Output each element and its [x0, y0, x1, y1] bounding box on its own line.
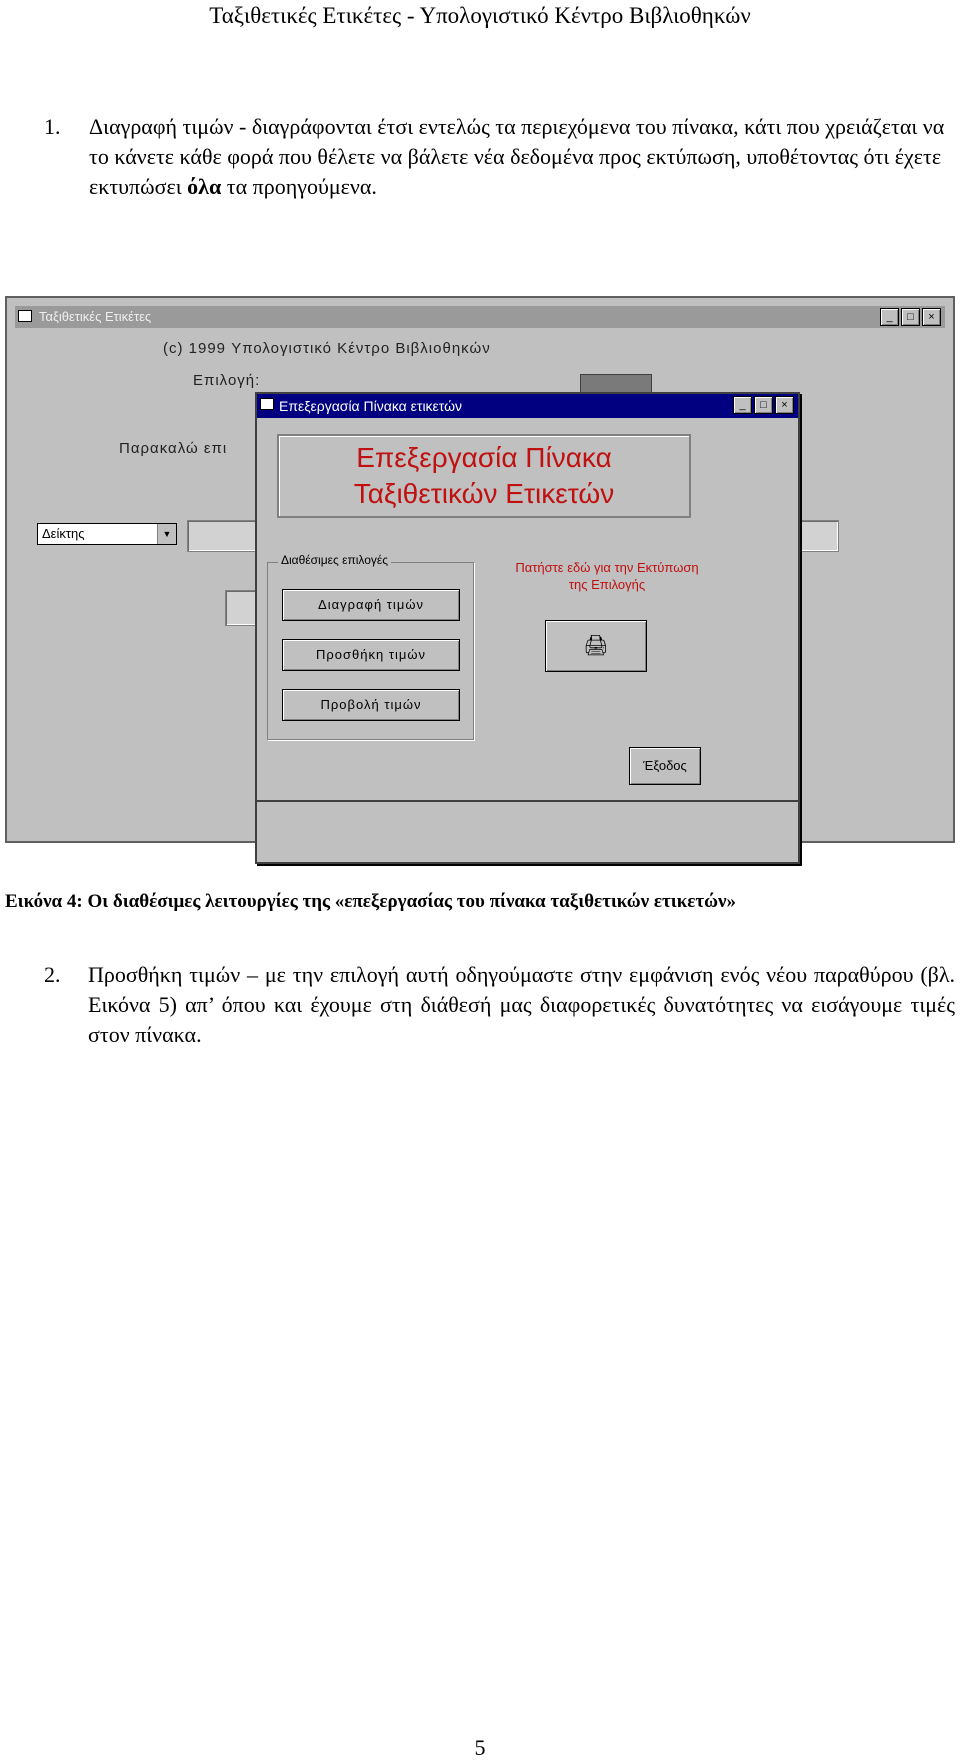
dialog-title: Επεξεργασία Πίνακα ετικετών — [279, 398, 463, 414]
prompt-label: Παρακαλώ επι — [119, 440, 228, 457]
options-group-title: Διαθέσιμες επιλογές — [278, 553, 391, 567]
combo-value: Δείκτης — [42, 526, 85, 541]
outer-window-title: Ταξιθετικές Ετικέτες — [39, 309, 152, 324]
screenshot-figure — [5, 296, 955, 843]
list-item-text — [89, 112, 955, 202]
selection-label: Επιλογή: — [193, 372, 261, 389]
dialog-window-controls — [731, 396, 794, 414]
list-number: 2. — [44, 962, 61, 987]
dialog-heading-line1: Επεξεργασία Πίνακα — [356, 442, 612, 473]
chevron-down-icon[interactable]: ▼ — [157, 524, 176, 544]
exit-button[interactable]: Έξοδος — [629, 747, 701, 785]
close-icon[interactable]: × — [922, 308, 941, 326]
minimize-icon[interactable]: _ — [880, 308, 899, 326]
add-values-button[interactable]: Προσθήκη τιμών — [282, 639, 460, 671]
delete-values-button[interactable]: Διαγραφή τιμών — [282, 589, 460, 621]
list-item-text: Προσθήκη τιμών – με την επιλογή αυτή οδηγούμαστε στην εμφάνιση ενός νέου παραθύρου (βλ. Εικόνα 5) απ’ όπου και έχουμε στη διάθεσή μας διαφορετικές δυνατότητες να εισάγουμε τιμές στον πίνακα. — [88, 962, 955, 1047]
copyright-label: (c) 1999 Υπολογιστικό Κέντρο Βιβλιοθηκών — [163, 340, 491, 357]
print-button[interactable] — [545, 620, 647, 672]
item1-text-end: τα προηγούμενα. — [221, 174, 377, 199]
list-number: 1. — [44, 114, 61, 139]
edit-table-dialog — [255, 392, 800, 864]
dialog-titlebar[interactable] — [257, 394, 798, 418]
page-number: 5 — [474, 1735, 486, 1760]
index-combo[interactable] — [37, 523, 177, 545]
dialog-footer — [257, 802, 798, 862]
minimize-icon[interactable]: _ — [733, 396, 752, 414]
outer-window-titlebar[interactable] — [15, 306, 945, 328]
item1-text-start: Διαγραφή τιμών - διαγράφονται έτσι εντελώς τα περιεχόμενα του πίνακα, κάτι που χρειάζεται να το κάνετε κάθε φορά που θέλετε να βάλετε νέα δεδομένα προς εκτύπωση, υποθέτοντας ότι έχετε εκτυπώσει — [89, 114, 945, 199]
view-values-button[interactable]: Προβολή τιμών — [282, 689, 460, 721]
figure-caption: Εικόνα 4: Οι διαθέσιμες λειτουργίες της «επεξεργασίας του πίνακα ταξιθετικών ετικετών» — [5, 891, 736, 912]
window-controls — [878, 308, 941, 326]
options-group — [267, 553, 474, 740]
running-header: Ταξιθετικές Ετικέτες - Υπολογιστικό Κέντρο Βιβλιοθηκών — [209, 3, 751, 28]
item1-bold-word: όλα — [187, 174, 222, 199]
outer-window-body — [15, 330, 945, 833]
dialog-icon — [260, 398, 274, 410]
app-icon — [18, 310, 32, 322]
close-icon[interactable]: × — [775, 396, 794, 414]
dialog-heading — [277, 434, 691, 518]
maximize-icon[interactable]: □ — [901, 308, 920, 326]
maximize-icon[interactable]: □ — [754, 396, 773, 414]
dialog-heading-line2: Ταξιθετικών Ετικετών — [353, 478, 615, 509]
print-instruction: Πατήστε εδώ για την Εκτύπωση της Επιλογής — [515, 560, 699, 592]
printer-icon: 🖨 — [583, 635, 609, 657]
